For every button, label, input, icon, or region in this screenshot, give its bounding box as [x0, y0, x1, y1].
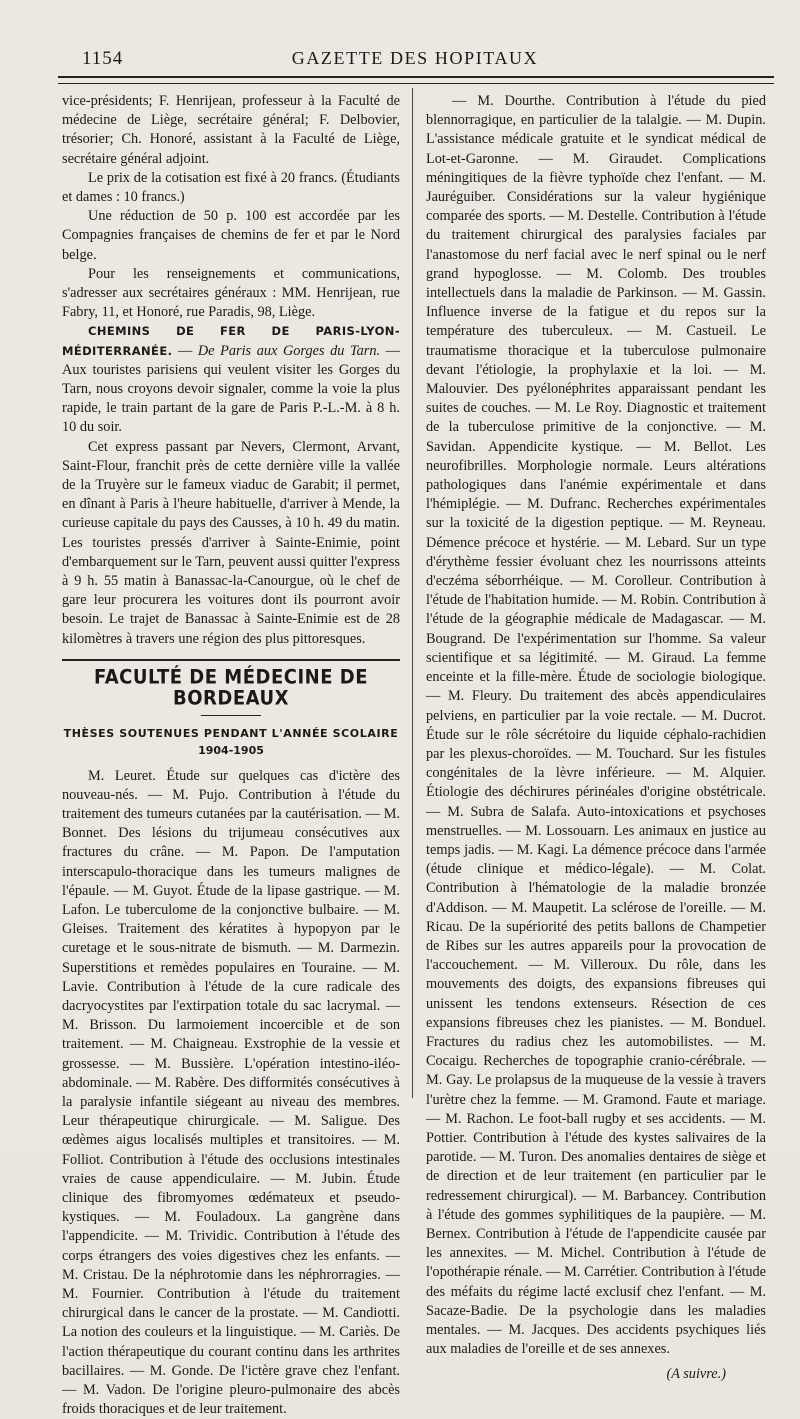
header-rule: [58, 76, 774, 84]
paragraph: Le prix de la cotisation est fixé à 20 francs. (Étudiants et dames : 10 francs.): [62, 169, 400, 207]
left-column: [62, 92, 400, 1419]
rail-subtitle: De Paris aux Gorges du Tarn.: [198, 343, 380, 359]
right-column: [426, 92, 766, 1385]
faculty-section: [62, 659, 400, 1419]
rail-heading: CHEMINS DE FER DE PARIS-LYON-MÉDITERRANÉE.: [62, 324, 400, 357]
short-rule: [201, 715, 261, 716]
faculty-title: FACULTÉ DE MÉDECINE DE BORDEAUX: [62, 667, 400, 709]
page-number: 1154: [82, 48, 123, 70]
paragraph: Une réduction de 50 p. 100 est accordée par les Compagnies françaises de chemins de fer et par le Nord belge.: [62, 207, 400, 265]
rail-section: CHEMINS DE FER DE PARIS-LYON-MÉDITERRANÉE. — De Paris aux Gorges du Tarn. — Aux touristes parisiens qui veulent visiter les Gorges du Tarn, nous croyons devoir signaler, comme la voie la plus rapide, le train partant de la gare de Paris P.-L.-M. à 8 h. 10 du soir.: [62, 322, 400, 437]
theses-heading: THÈSES SOUTENUES PENDANT L'ANNÉE SCOLAIRE: [62, 726, 400, 741]
column-divider: [412, 88, 413, 1098]
paragraph: Cet express passant par Nevers, Clermont, Arvant, Saint-Flour, franchit près de cette dernière ville la vallée de la Truyère sur le fameux viaduc de Garabit; il permet, en dînant à Paris à l'heure habituelle, d'arriver à Mende, la curieuse capitale du pays des Causses, à 10 h. 49 du matin. Les touristes pressés d'arriver à Sainte-Enimie, point d'embarquement sur le Tarn, peuvent aussi quitter l'express à 9 h. 55 matin à Banassac-la-Canourgue, où le chef de gare leur procurera les voitures dont ils pourront avoir besoin. Le trajet de Banassac à Sainte-Enimie est de 28 kilomètres à travers une région des plus pittoresques.: [62, 438, 400, 649]
paragraph: Pour les renseignements et communications, s'adresser aux secrétaires généraux : MM. Henrijean, rue Fabry, 11, et Honoré, rue Paradis, 98, Liège.: [62, 265, 400, 323]
page-header: [56, 44, 774, 70]
running-title: GAZETTE DES HOPITAUX: [56, 48, 774, 69]
to-be-continued: (A suivre.): [426, 1365, 766, 1384]
theses-year: 1904-1905: [62, 741, 400, 760]
theses-list: M. Leuret. Étude sur quelques cas d'ictère des nouveau-nés. — M. Pujo. Contribution à l'étude du traitement des tumeurs cutanées par la cautérisation. — M. Bonnet. Des lésions du trijumeau consécutives aux fractures du crâne. — M. Papon. De l'amputation interscapulo-thoracique dans les tumeurs malignes de l'épaule. — M. Guyot. Étude de la lipase gastrique. — M. Lafon. Le tuberculome de la conjonctive bulbaire. — M. Gleises. Traitement des kératites à hypopyon par le curetage et le sous-nitrate de bismuth. — M. Darmezin. Superstitions et remèdes populaires en Touraine. — M. Lavie. Contribution à l'étude de la cure radicale des dacryocystites par l'extirpation totale du sac lacrymal. — M. Brisson. Du larmoiement incoercible et de son traitement. — M. Chaigneau. Exstrophie de la vessie et grossesse. — M. Bussière. L'opération intestino-iléo-abdominale. — M. Rabère. Des difformités consécutives à la paralysie infantile siégeant au niveau des membres. Leur thérapeutique chirurgicale. — M. Saligue. Des œdèmes aigus localisés multiples et transitoires. — M. Folliot. Contribution à l'étude des occlusions intestinales vraies de cause appendiculaire. — M. Jubin. Étude clinique des fibromyomes œdémateux et pseudo-kystiques. — M. Fouladoux. La gangrène dans l'appendicite. — M. Trividic. Contribution à l'étude des corps étrangers des voies digestives chez les enfants. — M. Cristau. De la néphrotomie dans les néphrorragies. — M. Fournier. Contribution à l'étude du traitement chirurgical dans le cancer de la prostate. — M. Candiotti. La notion des couleurs et la linguistique. — M. Cariès. De l'action thérapeutique du courant continu dans les arthrites bacillaires. — M. Gonde. De l'ictère grave chez l'enfant. — M. Vadon. De l'origine pleuro-pulmonaire des abcès froids thoraciques et de leur traitement.: [62, 767, 400, 1419]
paragraph: vice-présidents; F. Henrijean, professeur à la Faculté de médecine de Liège, secrétaire général; F. Delbovier, trésorier; Ch. Honoré, assistant à la Faculté de Liège, secrétaire général adjoint.: [62, 92, 400, 169]
theses-list-continued: — M. Dourthe. Contribution à l'étude du pied blennorragique, en particulier de la talalgie. — M. Dupin. L'assistance médicale gratuite et le syndicat médical de Lot-et-Garonne. — M. Giraudet. Complications méningitiques de la fièvre typhoïde chez l'enfant. — M. Jauréguiber. Considérations sur la valeur hygiénique comparée des sports. — M. Destelle. Contribution à l'étude du traitement chirurgical des paralysies faciales par l'anastomose du nerf facial avec le nerf spinal ou le nerf grand hypoglosse. — M. Colomb. Des troubles intellectuels dans la maladie de Parkinson. — M. Gassin. Influence inverse de la fatigue et du repos sur la température des tuberculeux. — M. Castueil. Le traumatisme thoracique et la tuberculose pulmonaire devant l'étiologie, la prophylaxie et la loi. — M. Malouvier. Des pyélonéphrites apparaissant pendant les suites de couches. — M. Le Roy. Diagnostic et traitement de la tuberculose primitive de la conjonctive. — M. Savidan. Appendicite kystique. — M. Bellot. Les neurofibrilles. Morphologie normale. Leurs altérations pathologiques dans l'anémie expérimentale et dans l'hémiplégie. — M. Dufranc. Recherches expérimentales sur la toxicité de la digestion peptique. — M. Reyneau. Démence précoce et hystérie. — M. Lebard. Sur un type d'érythème fessier évoluant chez les nourrissons atteints d'eczéma séborrhéique. — M. Corolleur. Contribution à l'étude de l'habitation humide. — M. Robin. Contribution à l'étude de la géographie médicale de Madagascar. — M. Bougrand. De l'expérimentation sur l'homme. Sa valeur scientifique et sa légitimité. — M. Giraud. La femme enceinte et la fille-mère. Étude de sociologie biologique. — M. Fleury. Du traitement des abcès appendiculaires pelviens, en particulier par la voie rectale. — M. Ducrot. Étude sur le rôle sécrétoire du liquide céphalo-rachidien par les plexus-choroïdes. — M. Touchard. Sur les fistules congénitales de la lèvre inférieure. — M. Alquier. Étiologie des déchirures périnéales d'origine obstétricale. — M. Subra de Salafa. Auto-intoxications et psychoses menstruelles. — M. Lossouarn. Les animaux en justice au temps jadis. — M. Kagi. La démence précoce dans l'armée (étude clinique et médico-légale). — M. Colat. Contribution à l'hématologie de la maladie bronzée d'Addison. — M. Maupetit. La sclérose de l'oreille. — M. Ricau. De la supériorité des petits ballons de Champetier de Ribes sur les autres appareils pour la provocation de l'accouchement. — M. Villeroux. Du rôle, dans les mouvements des doigts, des expansions fibreuses qui unissent les tendons extenseurs. Résection de ces expansions fibreuses chez les pianistes. — M. Bonduel. Fractures du radius chez les automobilistes. — M. Cocaigu. Recherches de topographie cranio-cérébrale. — M. Gay. Le prolapsus de la muqueuse de la vessie à travers l'urètre chez la femme. — M. Gramond. Faute et mariage. — M. Rachon. Le foot-ball rugby et ses accidents. — M. Pottier. Contribution à l'étude des kystes salivaires de la parotide. — M. Turon. Des anomalies dentaires de siège et de direction et de leur traitement (en particulier par le redressement chirurgical). — M. Barbancey. Contribution à l'étude des gommes syphilitiques de la paupière. — M. Bernex. Contribution à l'étude de l'appendicite causée par les annexites. — M. Michel. Contribution à l'étude de l'opothérapie rénale. — M. Carrétier. Contribution à l'étude des méfaits du régime lacté exclusif chez l'enfant. — M. Sacaze-Badie. De la psychologie dans les maladies mentales. — M. Jacques. Des accidents psychiques liés aux maladies de l'oreille et de ses annexes.: [426, 92, 766, 1359]
rail-intro: — Aux touristes parisiens qui veulent visiter les Gorges du Tarn, nous croyons devoir signaler, comme la voie la plus rapide, le train partant de la gare de Paris P.-L.-M. à 8 h. 10 du soir.: [62, 343, 400, 436]
section-rule: [62, 659, 400, 661]
